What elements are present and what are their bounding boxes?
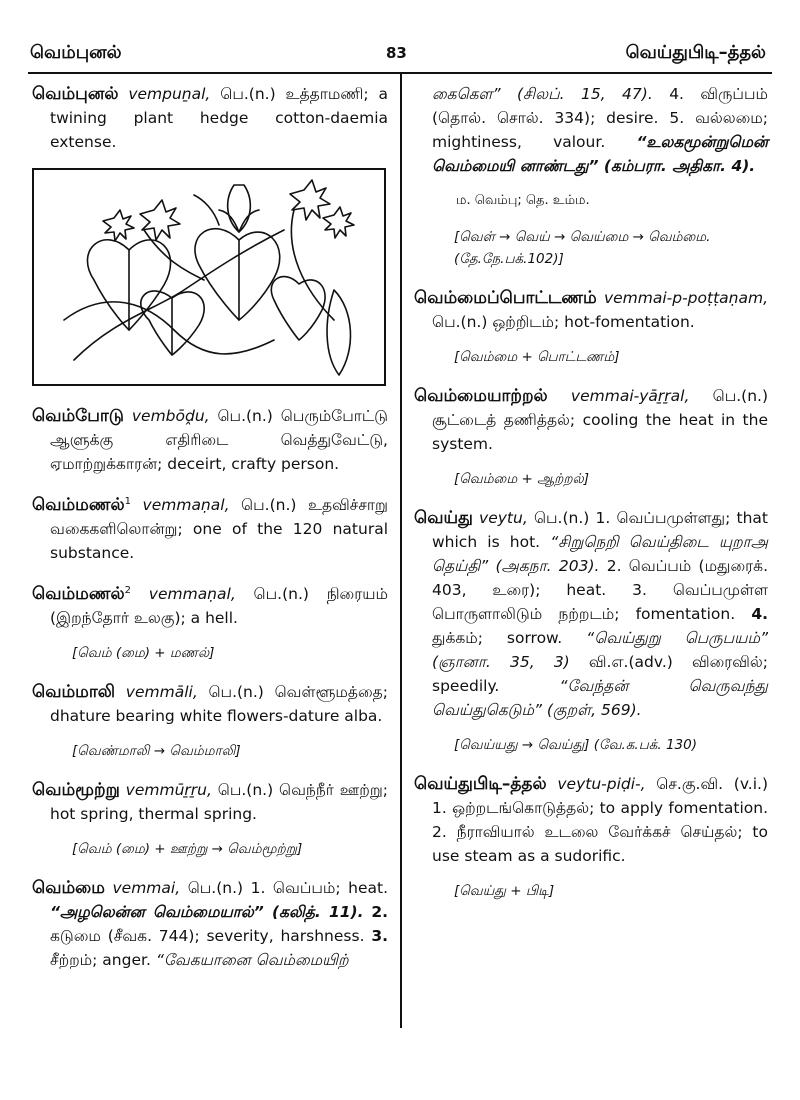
headword: வெய்து <box>414 508 473 528</box>
transliteration: vemmai-p-poṭṭaṇam, <box>603 289 768 307</box>
plant-illustration-icon <box>34 170 384 384</box>
definition: உதவிச்சாறு வகைகளிலொன்று; one of the 120 natural substance. <box>50 496 388 563</box>
sense-4: துக்கம்; sorrow. <box>432 629 563 647</box>
sense-2-3: 2. வெப்பம் (மதுரைக். 403, உரை); heat. 3. வெப்பமுள்ள பொருளாலிடும் நற்றடம்; fomentation. <box>432 557 768 623</box>
quotation: கைகௌ” (சிலப். 15, 47). <box>432 85 653 103</box>
etymology: [வெண்மாலி → வெம்மாலி] <box>72 743 241 760</box>
part-of-speech: பெ.(n.) <box>253 585 309 604</box>
headword: வெம்மை <box>32 878 105 899</box>
entry-vemmai-yarral <box>414 384 768 456</box>
transliteration: veytu-piḍi-, <box>557 775 646 793</box>
etymology: [வெம்மை + பொட்டணம்] <box>454 349 620 365</box>
quotation: “வேந்தன் வெருவந்து வெய்துகெடும்” (குறள், 569). <box>432 677 768 719</box>
headword: வெம்மூற்று <box>32 780 120 801</box>
definition: வெந்நீர் ஊற்று; hot spring, thermal spring. <box>50 781 389 824</box>
part-of-speech: செ.கு.வி. <box>656 775 724 793</box>
definition: நிரையம் (இறந்தோர் உலகு); a hell. <box>50 585 388 628</box>
definition: வெள்ளூமத்தை; dhature bearing white flowers-dature alba. <box>50 683 388 726</box>
etymology: [வெய்து + பிடி] <box>454 883 555 899</box>
transliteration: vemmaṇal, <box>142 496 230 515</box>
column-divider <box>400 72 402 1028</box>
part-of-speech: பெ.(n.) <box>432 313 488 331</box>
part-of-speech: பெ.(n.) <box>220 85 276 103</box>
entry-vemmurru <box>32 778 388 826</box>
headword: வெம்போடு <box>32 406 124 426</box>
transliteration: vempuṉal, <box>128 85 211 103</box>
sense-3: சீற்றம்; anger. <box>50 951 151 970</box>
headword: வெம்மணல் <box>32 495 125 516</box>
transliteration: vemmaṇal, <box>148 585 236 604</box>
part-of-speech: பெ.(n.) <box>217 781 274 800</box>
quotation: “உலகமூன்றுமென் வெம்மையி னாண்டது” (கம்பரா. அதிகா. 4). <box>432 133 768 175</box>
header-left-guideword: வெம்புனல் <box>30 42 122 63</box>
headword: வெம்மணல் <box>32 584 125 605</box>
etymology: [வெய்யது → வெய்து] (வே.க.பக். 130) <box>454 737 697 753</box>
transliteration: vemmāli, <box>125 683 198 702</box>
entry-veytu <box>414 506 768 722</box>
entry-veytu-pidi <box>414 772 768 868</box>
sense-number: 2. <box>371 903 388 922</box>
part-of-speech: பெ.(n.) <box>241 496 297 515</box>
definition: ஒற்றிடம்; hot-fomentation. <box>492 313 695 331</box>
quotation: “வேகயானை வெம்மையிற் <box>155 951 349 970</box>
entry-vempunal <box>32 82 388 154</box>
transliteration: vemmai-yāṟṟal, <box>570 387 690 405</box>
etymology: [வெம்மை + ஆற்றல்] <box>454 471 590 487</box>
etymology: [வெள் → வெய் → வெய்மை → வெம்மை. (தே.நே.பக்.102)] <box>454 229 711 267</box>
etymology: [வெம் (மை) + ஊற்று → வெம்மூற்று] <box>72 841 303 858</box>
homonym-number: 1 <box>124 496 131 507</box>
transliteration: veytu, <box>479 509 528 527</box>
part-of-speech: பெ.(n.) <box>208 683 264 702</box>
transliteration: vemmūṟṟu, <box>125 781 212 800</box>
right-column <box>414 82 768 918</box>
entry-vembodu <box>32 404 388 476</box>
entry-vemmai-continued <box>414 82 768 178</box>
definition: (v.i.) 1. ஒற்றடங்கொடுத்தல்; to apply fomentation. 2. நீராவியால் உடலை வேர்க்கச் செய்தல்; to use steam as a sudorific. <box>432 775 768 865</box>
entry-vemmai <box>32 876 388 972</box>
entry-vemmai-p-pottanam <box>414 286 768 334</box>
headword: வெம்மாலி <box>32 682 116 703</box>
cognates-note: ம. வெம்பு; தெ. உம்ம. <box>456 193 590 208</box>
entry-vemmanal-2 <box>32 579 388 630</box>
headword: வெம்புனல் <box>32 84 119 104</box>
quotation: “சிறுநெறி வெய்திடை யுறாஅ தெய்தி” (அகநா. 203). <box>432 533 768 575</box>
entry-vemmali <box>32 680 388 728</box>
headword: வெம்மைப்பொட்டணம் <box>414 288 597 308</box>
transliteration: vemmai, <box>112 879 181 898</box>
sense-1: 1. வெப்பமுள்ளது; that which is hot. <box>432 509 768 551</box>
sense-number: 3. <box>371 927 388 946</box>
definition: பெரும்போட்டு ஆளுக்கு எதிரிடை வெத்துவேட்டு, ஏமாற்றுக்காரன்; deceirt, crafty person. <box>50 407 388 473</box>
part-of-speech: பெ.(n.) <box>217 407 273 425</box>
quotation: “வெய்துறு பெருபயம்” (ஞானா. 35, 3) <box>432 629 768 671</box>
definition: உத்தாமணி; a twining plant hedge cotton-daemia extense. <box>50 85 388 151</box>
header-right-guideword: வெய்துபிடி–த்தல் <box>625 42 766 63</box>
sense-5: வல்லமை; mightiness, valour. <box>432 109 768 151</box>
transliteration: vembōḓu, <box>131 407 210 425</box>
left-column <box>32 82 388 986</box>
sense-number: 4. <box>751 605 768 623</box>
quotation: “அழலென்ன வெம்மையால்” (கலித். 11). <box>50 903 364 922</box>
sense-1: 1. வெப்பம்; heat. <box>250 879 388 898</box>
sense-2: கடுமை (சீவக. 744); severity, harshness. <box>50 927 365 946</box>
definition: சூட்டைத் தணித்தல்; cooling the heat in the system. <box>432 411 768 453</box>
page-header <box>0 0 800 80</box>
part-of-speech: பெ.(n.) <box>712 387 768 405</box>
entry-vemmanal-1 <box>32 490 388 565</box>
homonym-number: 2 <box>124 585 131 597</box>
etymology: [வெம் (மை) + மணல்] <box>72 645 215 662</box>
plant-figure <box>32 168 386 386</box>
sense-number: 5. <box>669 109 685 127</box>
part-of-speech: பெ.(n.) <box>187 879 244 898</box>
sense-4: விருப்பம் (தொல். சொல். 334); desire. <box>432 85 768 127</box>
headword: வெம்மையாற்றல் <box>414 386 548 406</box>
sense-number: 4. <box>669 85 684 103</box>
adverb-sense: வி.எ.(adv.) விரைவில்; speedily. <box>432 653 769 695</box>
page-number: 83 <box>386 44 407 62</box>
part-of-speech: பெ.(n.) <box>533 509 590 527</box>
headword: வெய்துபிடி–த்தல் <box>414 774 547 794</box>
